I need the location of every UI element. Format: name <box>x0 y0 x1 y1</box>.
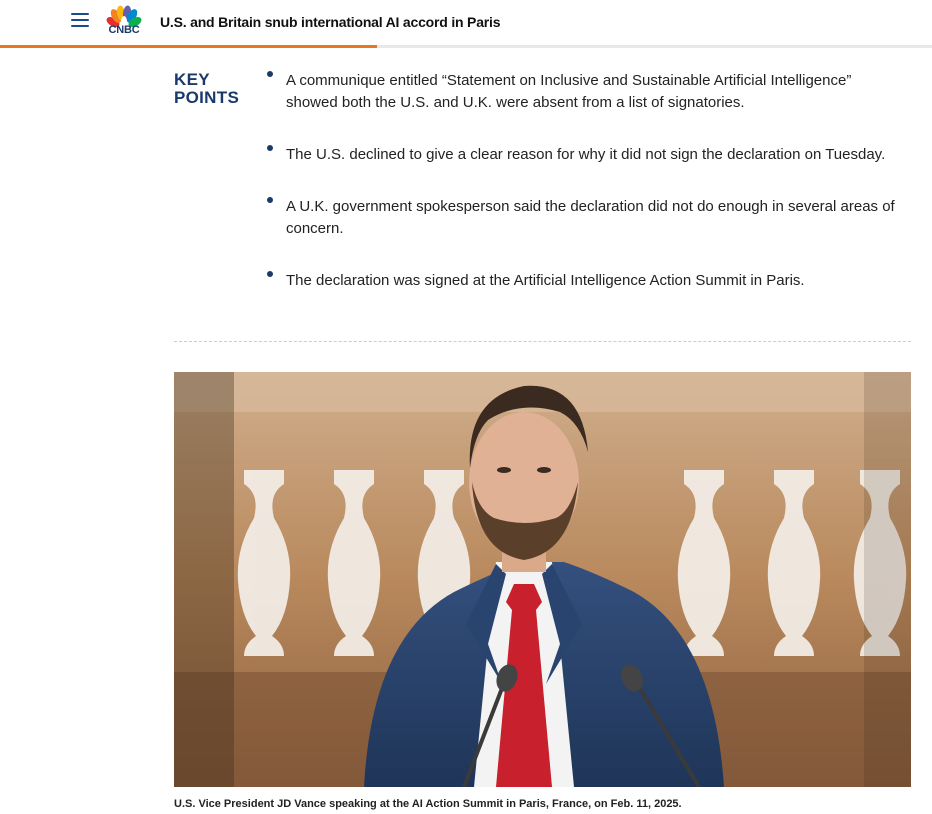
site-header <box>0 0 932 47</box>
key-point-text: A U.K. government spokesperson said the declaration did not do enough in several areas of concern. <box>286 198 895 237</box>
reading-progress-bar <box>0 45 932 48</box>
key-point-item <box>266 144 896 166</box>
section-divider <box>174 341 911 342</box>
bullet-icon <box>267 271 273 277</box>
key-points-label-line2: POINTS <box>174 88 240 107</box>
cnbc-logo-text[interactable]: CNBC <box>108 24 140 36</box>
key-points-label <box>174 71 264 107</box>
key-point-item <box>266 70 896 114</box>
bullet-icon <box>267 197 273 203</box>
key-point-text: The declaration was signed at the Artificial Intelligence Action Summit in Paris. <box>286 272 805 289</box>
key-point-text: A communique entitled “Statement on Inclusive and Sustainable Artificial Intelligence” showed both the U.S. and U.K. were absent from a list of signatories. <box>286 72 852 111</box>
bullet-icon <box>267 145 273 151</box>
photo-caption: U.S. Vice President JD Vance speaking at the AI Action Summit in Paris, France, on Feb. 11, 2025. <box>174 798 682 810</box>
key-point-item <box>266 270 896 292</box>
article-headline: U.S. and Britain snub international AI accord in Paris <box>160 14 501 30</box>
article-photo[interactable] <box>174 372 911 787</box>
key-point-text: The U.S. declined to give a clear reason for why it did not sign the declaration on Tuesday. <box>286 146 886 163</box>
hamburger-menu-icon[interactable] <box>71 13 89 29</box>
reading-progress-fill <box>0 45 377 48</box>
photo-illustration <box>174 372 911 787</box>
key-points-list <box>266 70 896 322</box>
key-points-label-line1: KEY <box>174 70 210 89</box>
key-point-item <box>266 196 896 240</box>
bullet-icon <box>267 71 273 77</box>
